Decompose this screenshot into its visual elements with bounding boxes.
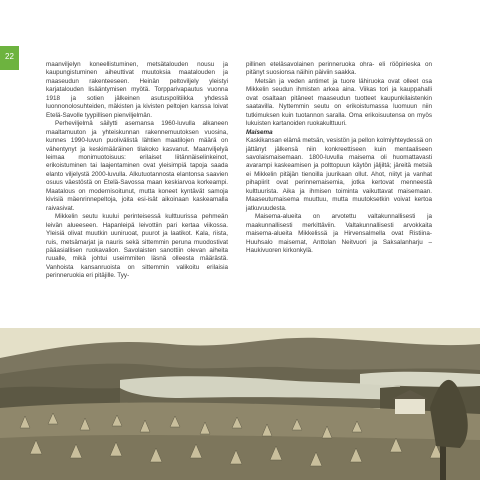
paragraph: Kaskikansan elämä metsän, vesistön ja pellon kolmiyhteydessä on jättänyt jälkensä niin konkreettiseen kuin mentaaliseen savolaismaisemaan. 1800-luvulla maisema oli huomattavasti avarampi kaskeamisen ja polttopuun käytön jäljiltä; järeitä metsiä ei Mikkelin pitäjän tienoilla juurikaan ollut. Ahot, niityt ja vanhat pihapiirit ovat perinnemaisemia, jotka kertovat menneestä kulttuurista. Aika ja ihmisen toiminta vaikuttavat maisemaan. Maaseutumaisema muuttuu, mutta muutoksetkin voivat kertoa jatkuvuudesta. [246, 137, 432, 212]
page-number: 22 [5, 52, 14, 61]
paragraph: Perheviljelmä säilytti asemansa 1960-luvulla alkaneen maaltamuuton ja yhteiskunnan rakennemuutoksen vuosina, kunnes 1990-luvun puolivälistä lähtien maatilojen määrä on vähentynyt ja keskimääräinen tilakoko kasvanut. Maanviljelyä leimaa monimuotoisuus: erilaiset liitännäiselinkeinot, erikoistuminen tai laajentaminen ovat yleisimpiä tapoja saada elanto viljelystä 2000-luvulla. Alkutuotannosta elantonsa saavien osuus väestöstä on Etelä-Savossa maan keskiarvoa korkeampi. Maatalous on modernisoitunut, mutta koneet kyntävät samoja kivisiä mäenrinnepeltoja, joita esi-isät aikoinaan kaskeamalla raivasivat. [46, 120, 228, 212]
paragraph: maanviljelyn koneellistuminen, metsätalouden nousu ja kaupungistuminen aiheuttivat muutoksia maatalouden ja maaseudun rakenteeseen. Heinän peltoviljely yleistyi karjatalouden lisääntymisen myötä. Torpparivapautus vuonna 1918 ja sotien jälkeinen asutuspolitiikka yhdessä luonnonolosuhteiden, mäkisten ja kivisten peltojen kanssa loivat Etelä-Savolle tyypillisen pienviljelmän. [46, 61, 228, 119]
paragraph: pillinen eteläsavolainen perinneruoka ohra- eli rööpirieska on pitänyt suosionsa näihin päiviin saakka. [246, 61, 432, 77]
paragraph: Maisema-alueita on arvotettu valtakunnallisesti ja maakunnallisesti merkittäviin. Valtakunnallisesti arvokkaita maisema-alueita Mikkelissä ja Hirvensalmella ovat Ristiina-Huuhsalo maisemat, Anttolan Neitvuori ja Saksalanharju – Haukivuoren kirkonkylä. [246, 213, 432, 254]
right-text-column [246, 61, 432, 255]
section-heading: Maisema [246, 128, 273, 136]
historical-landscape-photo [0, 328, 480, 480]
paragraph: Metsän ja veden antimet ja tuore lähiruoka ovat olleet osa Mikkelin seudun ihmisten arkea aina. Viikas tori ja kauppahalli ovat osaltaan pitäneet maaseudun tuotteet kaupunkilaistenkin saatavilla. Nyttemmin seutu on erikoistumassa luomuun niin tutkimuksen kuin tuotannon saralla. Oma erikoisuutensa on myös lukuisten kartanoiden ruokakulttuuri. [246, 77, 432, 128]
landscape-image [0, 328, 480, 480]
paragraph: Mikkelin seutu kuului perinteisessä kulttuurissa pehmeän leivän alueeseen. Hapanleipä leivottiin pari kertaa viikossa. Yleisiä olivat muutkin uuniruoat, puurot ja laatikot. Kala, riista, ruis, metsämarjat ja nauris sekä sittemmin peruna muodostivat pääasiallisen ruokavalion. Savolaisten sanottiin olevan aiheita ruualle, mikä johtui useimmiten läsnä olleesta määrästä. Vanhoista kansanruoista on sittemmin valikoitu erilaisia perinneruokia eri pitäjille. Tyy- [46, 213, 228, 280]
left-text-column [46, 61, 228, 281]
